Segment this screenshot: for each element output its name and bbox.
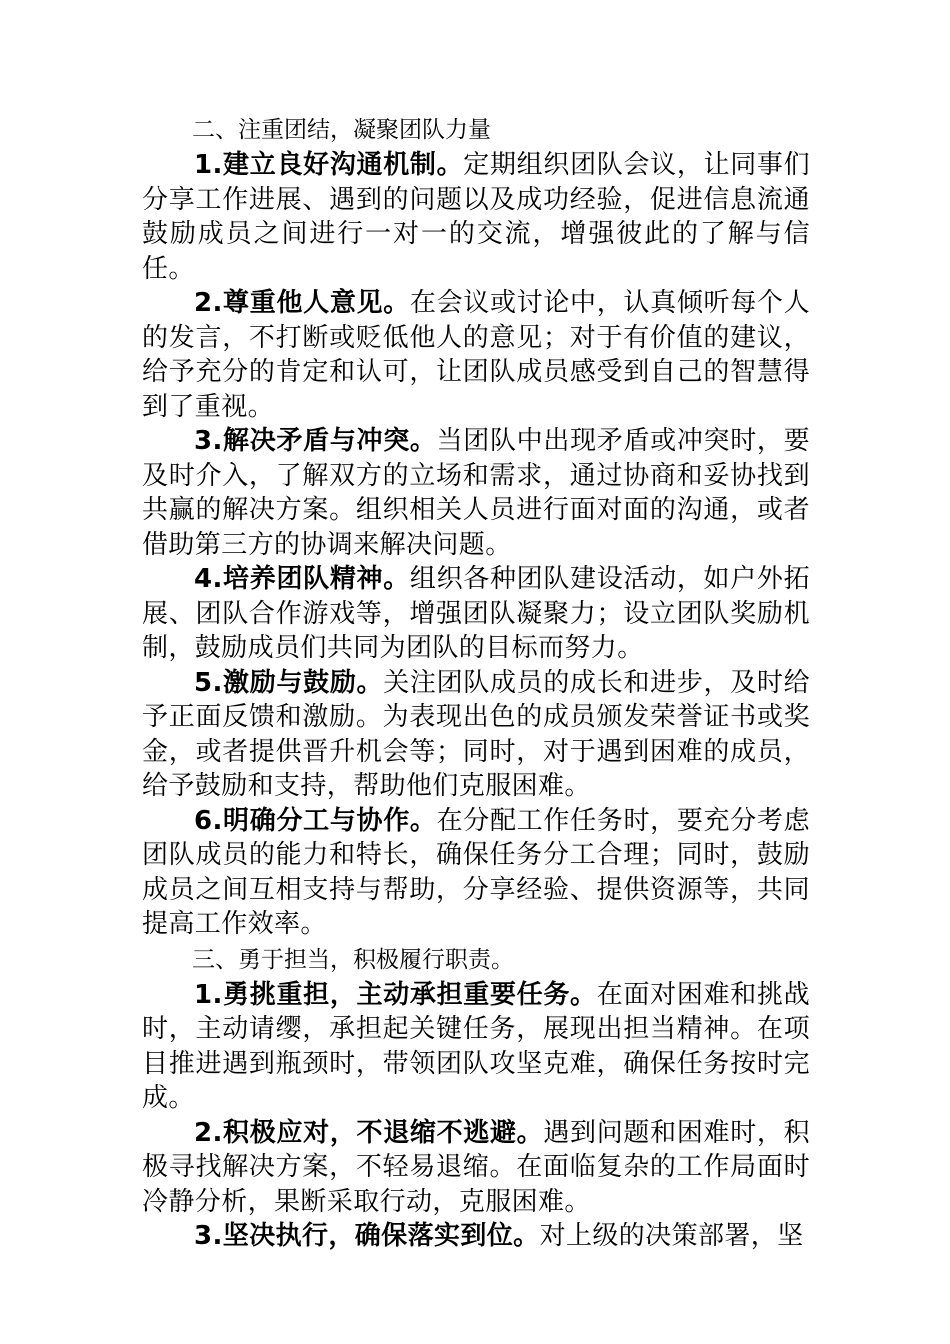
paragraph-motivation [142, 666, 810, 804]
paragraph-body: 对上级的决策部署，坚 [539, 1221, 804, 1251]
paragraph-lead: 5.激励与鼓励。 [194, 667, 384, 698]
paragraph-take-on-tasks [142, 978, 810, 1116]
paragraph-lead: 3.解决矛盾与冲突。 [194, 426, 437, 456]
section-heading-3: 三、勇于担当，积极履行职责。 [192, 946, 514, 973]
paragraph-lead: 1.建立良好沟通机制。 [194, 150, 464, 180]
paragraph-communication [142, 148, 810, 286]
paragraph-respect-opinions [142, 286, 810, 424]
paragraph-body: 在面对困难和挑战时，主动请缨，承担起关键任务，展现出担当精神。在项目推进遇到瓶颈时，带领团队攻坚克难，确保任务按时完成。 [142, 979, 810, 1113]
paragraph-team-spirit [142, 562, 810, 666]
paragraph-respond-actively [142, 1116, 810, 1220]
paragraph-lead: 3.坚决执行，确保落实到位。 [194, 1221, 540, 1251]
paragraph-body: 遇到问题和困难时，积极寻找解决方案，不轻易退缩。在面临复杂的工作局面时冷静分析，果断采取行动，克服困难。 [142, 1117, 810, 1217]
document-page [142, 112, 810, 1254]
paragraph-resolve-conflicts [142, 424, 810, 562]
paragraph-lead: 4.培养团队精神。 [194, 564, 410, 594]
section-heading-2: 二、注重团结，凝聚团队力量 [192, 117, 491, 143]
paragraph-lead: 1.勇挑重担，主动承担重要任务。 [194, 979, 597, 1010]
paragraph-lead: 2.积极应对，不退缩不逃避。 [194, 1117, 544, 1148]
paragraph-body: 在分配工作任务时，要充分考虑团队成员的能力和特长，确保任务分工合理；同时，鼓励成员之间互相支持与帮助，分享经验、提供资源等，共同提高工作效率。 [142, 805, 811, 939]
paragraph-execute-firmly [142, 1219, 810, 1254]
paragraph-body: 在会议或讨论中，认真倾听每个人的发言，不打断或贬低他人的意见；对于有价值的建议，给予充分的肯定和认可，让团队成员感受到自己的智慧得到了重视。 [142, 288, 810, 422]
paragraph-body: 当团队中出现矛盾或冲突时，要及时介入，了解双方的立场和需求，通过协商和妥协找到共赢的解决方案。组织相关人员进行面对面的沟通，或者借助第三方的协调来解决问题。 [142, 426, 811, 560]
paragraph-body: 组织各种团队建设活动，如户外拓展、团队合作游戏等，增强团队凝聚力；设立团队奖励机制，鼓励成员们共同为团队的目标而努力。 [142, 564, 810, 663]
paragraph-lead: 6.明确分工与协作。 [194, 805, 437, 836]
paragraph-body: 定期组织团队会议，让同事们分享工作进展、遇到的问题以及成功经验，促进信息流通鼓励成员之间进行一对一的交流，增强彼此的了解与信任。 [142, 150, 811, 284]
paragraph-lead: 2.尊重他人意见。 [194, 288, 410, 318]
paragraph-body: 关注团队成员的成长和进步，及时给予正面反馈和激励。为表现出色的成员颁发荣誉证书或奖金，或者提供晋升机会等；同时，对于遇到困难的成员，给予鼓励和支持，帮助他们克服困难。 [142, 667, 810, 801]
paragraph-division-of-labor [142, 804, 810, 942]
